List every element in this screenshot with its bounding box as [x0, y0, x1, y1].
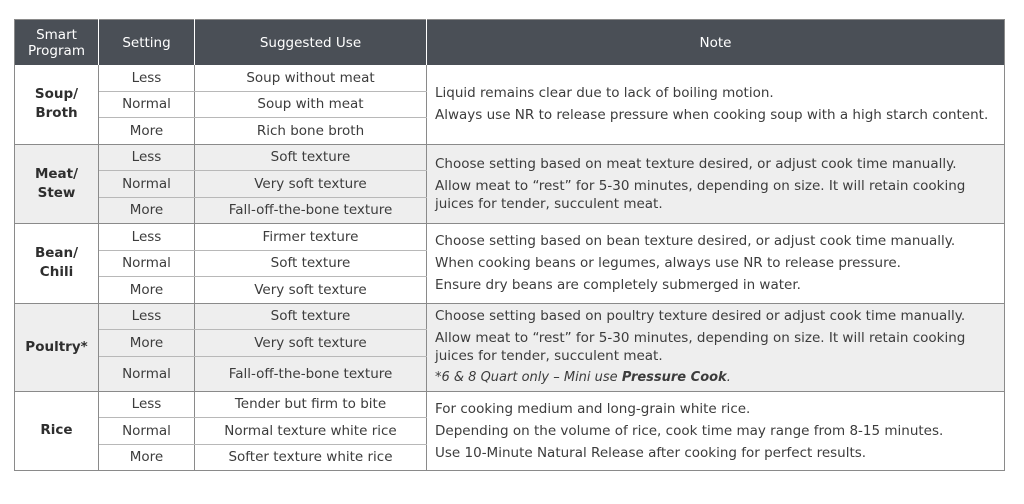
- header-setting: Setting: [99, 20, 195, 66]
- header-note: Note: [427, 20, 1005, 66]
- program-name: Rice: [15, 391, 99, 471]
- table-row: [15, 65, 1005, 91]
- setting-cell: More: [99, 197, 195, 224]
- use-cell: Very soft texture: [195, 171, 427, 198]
- use-cell: Soup without meat: [195, 65, 427, 91]
- program-name: Meat/ Stew: [15, 144, 99, 224]
- note-line: Always use NR to release pressure when cooking soup with a high starch content.: [435, 107, 989, 124]
- use-cell: Fall-off-the-bone texture: [195, 356, 427, 391]
- group-bean-chili: [15, 224, 1005, 304]
- note-line: Allow meat to “rest” for 5-30 minutes, depending on size. It will retain cooking juices for tender, succulent meat.: [435, 177, 966, 212]
- setting-cell: More: [99, 330, 195, 357]
- smart-program-table: [14, 19, 1005, 471]
- use-cell: Softer texture white rice: [195, 444, 427, 471]
- note-line: Choose setting based on bean texture desired, or adjust cook time manually.: [435, 233, 956, 250]
- use-cell: Tender but firm to bite: [195, 391, 427, 418]
- smart-program-table-container: [14, 19, 1004, 471]
- use-cell: Soup with meat: [195, 91, 427, 118]
- setting-cell: Less: [99, 65, 195, 91]
- setting-cell: Less: [99, 144, 195, 171]
- setting-cell: Less: [99, 224, 195, 251]
- table-header: [15, 20, 1005, 66]
- use-cell: Rich bone broth: [195, 118, 427, 145]
- use-cell: Soft texture: [195, 144, 427, 171]
- footnote-bold: Pressure Cook: [621, 370, 727, 385]
- note-line: When cooking beans or legumes, always use NR to release pressure.: [435, 255, 901, 272]
- note-cell: [427, 65, 1005, 144]
- note-line: Allow meat to “rest” for 5-30 minutes, depending on size. It will retain cooking juices for tender, succulent meat.: [435, 330, 966, 364]
- header-suggested-use: Suggested Use: [195, 20, 427, 66]
- use-cell: Fall-off-the-bone texture: [195, 197, 427, 224]
- use-cell: Normal texture white rice: [195, 418, 427, 445]
- program-name: Poultry*: [15, 303, 99, 391]
- group-soup-broth: [15, 65, 1005, 144]
- setting-cell: Normal: [99, 171, 195, 198]
- setting-cell: Normal: [99, 418, 195, 445]
- setting-cell: More: [99, 277, 195, 304]
- footnote-suffix: .: [726, 370, 731, 385]
- note-line: Depending on the volume of rice, cook time may range from 8-15 minutes.: [435, 422, 944, 439]
- note-line: Liquid remains clear due to lack of boiling motion.: [435, 85, 774, 102]
- use-cell: Very soft texture: [195, 330, 427, 357]
- setting-cell: More: [99, 444, 195, 471]
- group-meat-stew: [15, 144, 1005, 224]
- setting-cell: Normal: [99, 91, 195, 118]
- use-cell: Very soft texture: [195, 277, 427, 304]
- group-poultry: [15, 303, 1005, 391]
- setting-cell: Normal: [99, 356, 195, 391]
- use-cell: Soft texture: [195, 250, 427, 277]
- note-line: Choose setting based on meat texture desired, or adjust cook time manually.: [435, 155, 957, 172]
- setting-cell: Less: [99, 391, 195, 418]
- use-cell: Firmer texture: [195, 224, 427, 251]
- note-cell: [427, 144, 1005, 224]
- note-line: Ensure dry beans are completely submerged in water.: [435, 277, 801, 294]
- footnote-text: *6 & 8 Quart only – Mini use: [435, 370, 622, 385]
- setting-cell: Less: [99, 303, 195, 330]
- note-line: For cooking medium and long-grain white rice.: [435, 400, 751, 417]
- program-name: Bean/ Chili: [15, 224, 99, 304]
- program-name: Soup/ Broth: [15, 65, 99, 144]
- header-program: Smart Program: [15, 20, 99, 66]
- note-line: Choose setting based on poultry texture desired or adjust cook time manually.: [435, 308, 966, 324]
- table-row: [15, 144, 1005, 171]
- note-cell: [427, 391, 1005, 471]
- setting-cell: More: [99, 118, 195, 145]
- table-row: [15, 224, 1005, 251]
- note-line: Use 10-Minute Natural Release after cooking for perfect results.: [435, 444, 867, 461]
- note-cell: [427, 224, 1005, 304]
- setting-cell: Normal: [99, 250, 195, 277]
- table-row: [15, 391, 1005, 418]
- use-cell: Soft texture: [195, 303, 427, 330]
- group-rice: [15, 391, 1005, 471]
- header-row: [15, 20, 1005, 66]
- note-cell: [427, 303, 1005, 391]
- table-row: [15, 303, 1005, 330]
- footnote: [435, 369, 996, 387]
